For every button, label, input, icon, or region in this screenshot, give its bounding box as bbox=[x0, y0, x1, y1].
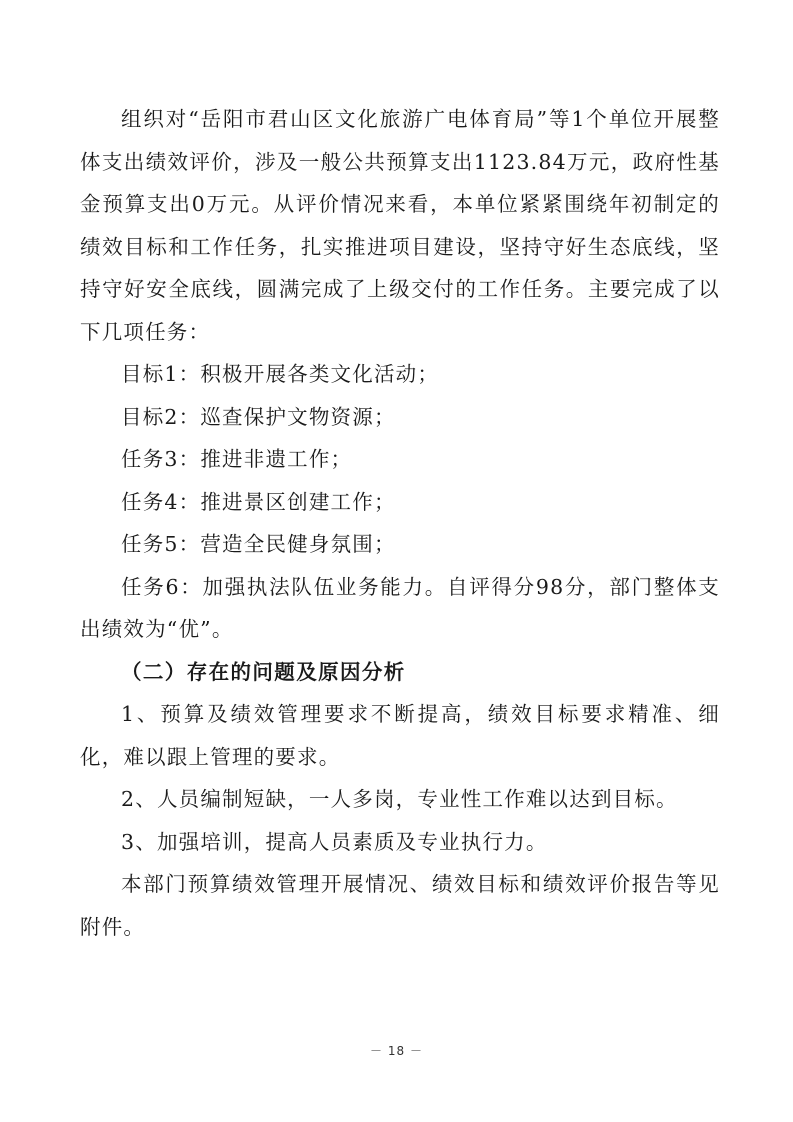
paragraph-task-4: 任务4：推进景区创建工作； bbox=[121, 489, 396, 514]
paragraph-issue-1: 1、预算及绩效管理要求不断提高，绩效目标要求精准、细化，难以跟上管理的要求。 bbox=[80, 702, 720, 769]
paragraph-issue-3: 3、加强培训，提高人员素质及专业执行力。 bbox=[121, 829, 548, 854]
section-heading: （二）存在的问题及原因分析 bbox=[121, 659, 406, 684]
paragraph-goal-2: 目标2：巡查保护文物资源； bbox=[121, 404, 396, 429]
paragraph-task-6: 任务6：加强执法队伍业务能力。自评得分98分，部门整体支出绩效为“优”。 bbox=[80, 574, 720, 641]
paragraph-task-3: 任务3：推进非遗工作； bbox=[121, 447, 353, 471]
paragraph-attachment-note: 本部门预算绩效管理开展情况、绩效目标和绩效评价报告等见附件。 bbox=[80, 872, 720, 939]
document-body bbox=[80, 98, 720, 948]
paragraph-goal-1: 目标1：积极开展各类文化活动； bbox=[121, 362, 440, 386]
page-number: － 18 － bbox=[370, 1044, 423, 1058]
paragraph-evaluation-summary: 组织对“岳阳市君山区文化旅游广电体育局”等1个单位开展整体支出绩效评价，涉及一般公共预算支出1123.84万元，政府性基金预算支出0万元。从评价情况来看，本单位紧紧围绕年初制定的绩效目标和工作任务，扎实推进项目建设，坚持守好生态底线，坚持守好安全底线，圆满完成了上级交付的工作任务。主要完成了以下几项任务： bbox=[80, 107, 720, 344]
paragraph-task-5: 任务5：营造全民健身氛围； bbox=[121, 532, 396, 556]
paragraph-issue-2: 2、人员编制短缺，一人多岗，专业性工作难以达到目标。 bbox=[121, 787, 678, 811]
